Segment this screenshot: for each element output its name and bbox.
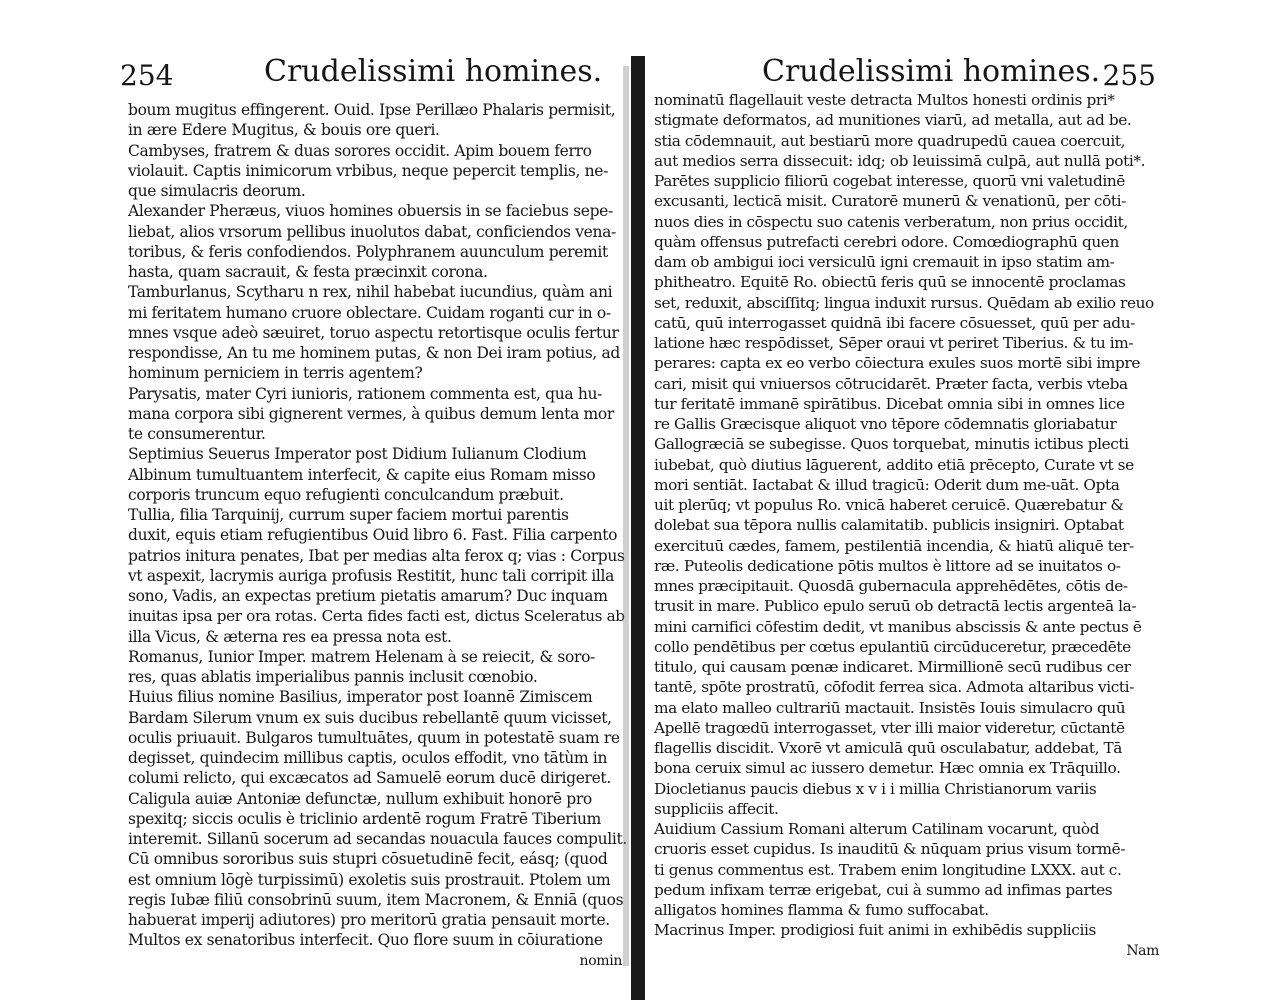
text-line: tantē, spōte prostratū, cōfodit ferrea sica. Admota altaribus victi-	[654, 678, 1134, 697]
text-line: Bardam Silerum vnum ex suis ducibus rebellantē quum vicisset,	[128, 708, 612, 727]
text-line: toribus, & feris confodiendos. Polyphranem auunculum peremit	[128, 242, 608, 261]
text-line: catū, quū interrogasset quidnā ibi facere cōsuesset, quū per adu-	[654, 313, 1135, 332]
text-line: degisset, quindecim millibus captis, oculos effodit, vno tātùm in	[128, 749, 608, 767]
right-page-body	[654, 90, 1159, 961]
text-line: duxit, equis etiam refugientibus Ouid libro 6. Fast. Filia carpento	[128, 526, 618, 545]
text-line: in ære Edere Mugitus, & bouis ore queri.	[128, 121, 440, 140]
text-line: columi relicto, qui excæcatos ad Samuelē eorum ducē dirigeret.	[128, 769, 611, 788]
text-line: Apellē tragœdū interrogasset, vter illi maior videretur, cūctantē	[654, 718, 1125, 737]
text-line: inuitas ipsa per ora rotas. Certa fides facti est, dictus Sceleratus ab	[128, 607, 625, 626]
text-line: titulo, qui causam pœnæ indicaret. Mirmillionē secū rudibus cer	[654, 658, 1131, 676]
text-line: tur feritatē immanē spirātibus. Dicebat omnia sibi in omnes lice	[654, 394, 1125, 413]
text-line: violauit. Captis inimicorum vrbibus, neque pepercit templis, ne-	[128, 161, 608, 180]
text-line: Parysatis, mater Cyri iunioris, rationem commenta est, qua hu-	[128, 384, 602, 403]
text-line: dam ob ambigui ioci versiculū igni cremauit in ipso statim am-	[654, 253, 1115, 271]
text-line: set, reduxit, absciſſitq; lingua induxit rursus. Quēdam ab exilio reuo	[654, 293, 1154, 312]
text-line: est omnium lōgè turpissimū) exoletis suis prostrauit. Ptolem um	[128, 870, 611, 889]
text-line: exercituū cædes, famem, pestilentiā incendia, & hiatū aliquē ter-	[654, 536, 1134, 555]
right-running-head: Crudelissimi homines.	[762, 54, 1101, 89]
text-line: alligatos homines flamma & fumo suffocabat.	[654, 901, 989, 919]
left-page-body	[128, 100, 628, 971]
text-line: mi feritatem humano cruore oblectare. Cuidam roganti cur in o-	[128, 303, 611, 322]
text-line: latione hæc respōdisset, Sēper oraui vt periret Tiberius. & tu im-	[654, 334, 1134, 352]
text-line: excusanti, lecticā misit. Curatorē munerū & venationū, per cōti-	[654, 192, 1126, 211]
text-line: Albinum tumultuantem interfecit, & capite eius Romam misso	[128, 465, 596, 484]
text-line: respondisse, An tu me hominem putas, & non Dei iram potius, ad	[128, 344, 620, 362]
text-line: collo pendētibus per cœtus epulantiū circūduceretur, præcedēte	[654, 637, 1131, 656]
text-line: patrios initura penates, Ibat per medias alta ferox q; vias : Corpus	[128, 546, 625, 565]
text-line: regis Iubæ filiū consobrinū suum, item Macronem, & Enniā (quos	[128, 890, 624, 909]
text-line: Auidium Cassium Romani alterum Catilinam vocarunt, quòd	[654, 820, 1100, 838]
text-line: bona ceruix simul ac iussero demetur. Hæc omnia ex Trāquillo.	[654, 759, 1121, 778]
text-line: perares: capta ex eo verbo cōiectura exules suos mortē sibi impre	[654, 354, 1140, 373]
text-line: Huius filius nomine Basilius, imperator post Ioannē Zimiscem	[128, 688, 593, 707]
left-page-number: 254	[120, 59, 174, 92]
catchword: Nam	[1126, 942, 1159, 959]
left-running-head: Crudelissimi homines.	[264, 54, 603, 89]
text-line: suppliciis affecit.	[654, 799, 779, 818]
text-line: te consumerentur.	[128, 425, 266, 443]
text-line: Macrinus Imper. prodigiosi fuit animi in exhibēdis suppliciis	[654, 921, 1096, 940]
text-line: quàm offensus putrefacti cerebri odore. Comœdiographū quen	[654, 232, 1119, 251]
text-line: habuerat imperij adiutores) pro meritorū gratia pensauit morte.	[128, 911, 610, 929]
text-line: Multos ex senatoribus interfecit. Quo flore suum in cōiuratione	[128, 931, 603, 950]
text-line: Gallogræciā se subegisse. Quos torquebat, minutis ictibus plecti	[654, 435, 1129, 454]
text-line: mori sentiāt. Iactabat & illud tragicū: Oderit dum me-uāt. Opta	[654, 475, 1120, 494]
text-line: Tullia, filia Tarquinij, currum super faciem mortui parentis	[128, 506, 569, 524]
text-line: iubebat, quò diutius lāguerent, addito etiā prēcepto, Curate vt se	[654, 455, 1134, 474]
text-line: ræ. Puteolis dedicatione pōtis multos è littore ad se inuitatos o-	[654, 556, 1121, 575]
text-line: Cambyses, fratrem & duas sorores occidit. Apim bouem ferro	[128, 141, 592, 160]
text-line: Tamburlanus, Scytharu n rex, nihil habebat iucundius, quàm ani	[128, 283, 613, 302]
text-line: mini carnifici cōfestim dedit, vt manibus abscissis & ante pectus ē	[654, 617, 1142, 636]
text-line: aut medios serra dissecuit: idq; ob leuissimā culpā, aut nullā poti*.	[654, 151, 1146, 170]
text-line: uit plerūq; vt populus Ro. vnicā haberet ceruicē. Quærebatur &	[654, 496, 1124, 514]
text-line: mnes vsque adeò sæuiret, toruo aspectu retortisque oculis fertur	[128, 323, 619, 342]
text-line: vt aspexit, lacrymis auriga profusis Restitit, hunc tali corripit illa	[128, 566, 614, 585]
text-line: phitheatro. Equitē Ro. obiectū feris quū se innocentē proclamas	[654, 273, 1126, 292]
text-line: Romanus, Iunior Imper. matrem Helenam à se reiecit, & soro-	[128, 647, 595, 666]
text-line: Parētes supplicio filiorū cogebat interesse, quorū vni valetudinē	[654, 172, 1125, 190]
text-line: Diocletianus paucis diebus x v i i millia Christianorum variis	[654, 779, 1097, 798]
text-line: nuos dies in cōspectu suo catenis verberatum, non prius occidit,	[654, 212, 1128, 231]
text-line: cruoris esset cupidus. Is inauditū & nūquam prius visum tormē-	[654, 840, 1126, 859]
text-line: nominatū flagellauit veste detracta Multos honesti ordinis pri*	[654, 91, 1115, 109]
text-line: pedum infixam terræ erigebat, cui à summo ad infimas partes	[654, 880, 1113, 899]
text-line: re Gallis Græcisque aliquot vno tēpore cōdemnatis gloriabatur	[654, 415, 1117, 433]
text-line: illa Vicus, & æterna res ea pressa nota est.	[128, 627, 452, 646]
right-page	[642, 0, 1269, 1000]
text-line: Septimius Seuerus Imperator post Didium Iulianum Clodium	[128, 445, 587, 464]
text-line: interemit. Sillanū socerum ad secandas nouacula fauces compulit.	[128, 830, 627, 848]
text-line: res, quas ablatis imperialibus pannis inclusit cœnobio.	[128, 668, 538, 686]
text-line: mana corpora sibi gignerent vermes, à quibus demum lenta mor	[128, 404, 614, 423]
text-line: cari, misit qui vniuersos cōtrucidarēt. Præter facta, verbis vteba	[654, 374, 1128, 393]
text-line: hominum perniciem in terris agentem?	[128, 364, 423, 383]
text-line: hasta, quam sacrauit, & festa præcinxit corona.	[128, 263, 488, 281]
text-line: mnes præcipitauit. Quosdā gubernacula apprehēdētes, cōtis de-	[654, 577, 1128, 595]
text-line: Cū omnibus sororibus suis stupri cōsuetudinē fecit, eásq; (quod	[128, 850, 608, 869]
text-line: sono, Vadis, an expectas pretium pietatis amarum? Duc inquam	[128, 587, 608, 605]
right-page-number: 255	[1102, 59, 1156, 92]
text-line: boum mugitus effingerent. Ouid. Ipse Perillæo Phalaris permisit,	[128, 101, 616, 119]
text-line: ti genus commentus est. Trabem enim longitudine LXXX. aut c.	[654, 860, 1122, 879]
text-line: liebat, alios vrsorum pellibus inuolutos dabat, conficiendos vena-	[128, 222, 616, 241]
text-line: que simulacris deorum.	[128, 182, 306, 200]
text-line: stigmate deformatos, ad munitiones viarū, ad metalla, aut ad be.	[654, 111, 1132, 130]
text-line: Caligula auiæ Antoniæ defunctæ, nullum exhibuit honorē pro	[128, 789, 592, 808]
text-line: stia cōdemnauit, aut bestiarū more quadrupedū cauea coercuit,	[654, 131, 1126, 150]
catchword: nomin	[579, 952, 622, 969]
text-line: flagellis discidit. Vxorē vt amiculā quū osculabatur, addebat, Tā	[654, 739, 1123, 757]
text-line: trusit in mare. Publico epulo seruū ob detractā lectis argenteā la-	[654, 597, 1137, 616]
text-line: corporis truncum equo refugienti conculcandum præbuit.	[128, 485, 564, 504]
text-line: ma elato malleo cultrariū mactauit. Insistēs Iouis simulacro quū	[654, 698, 1126, 717]
text-line: dolebat sua tēpora nullis calamitatib. publicis insigniri. Optabat	[654, 516, 1124, 535]
text-line: spexitq; siccis oculis è triclinio ardentē rogum Fratrē Tiberium	[128, 809, 601, 828]
text-line: Alexander Pheræus, viuos homines obuersis in se faciebus sepe-	[128, 202, 613, 221]
text-line: oculis priuauit. Bulgaros tumultuātes, quum in potestatē suam re	[128, 728, 620, 747]
